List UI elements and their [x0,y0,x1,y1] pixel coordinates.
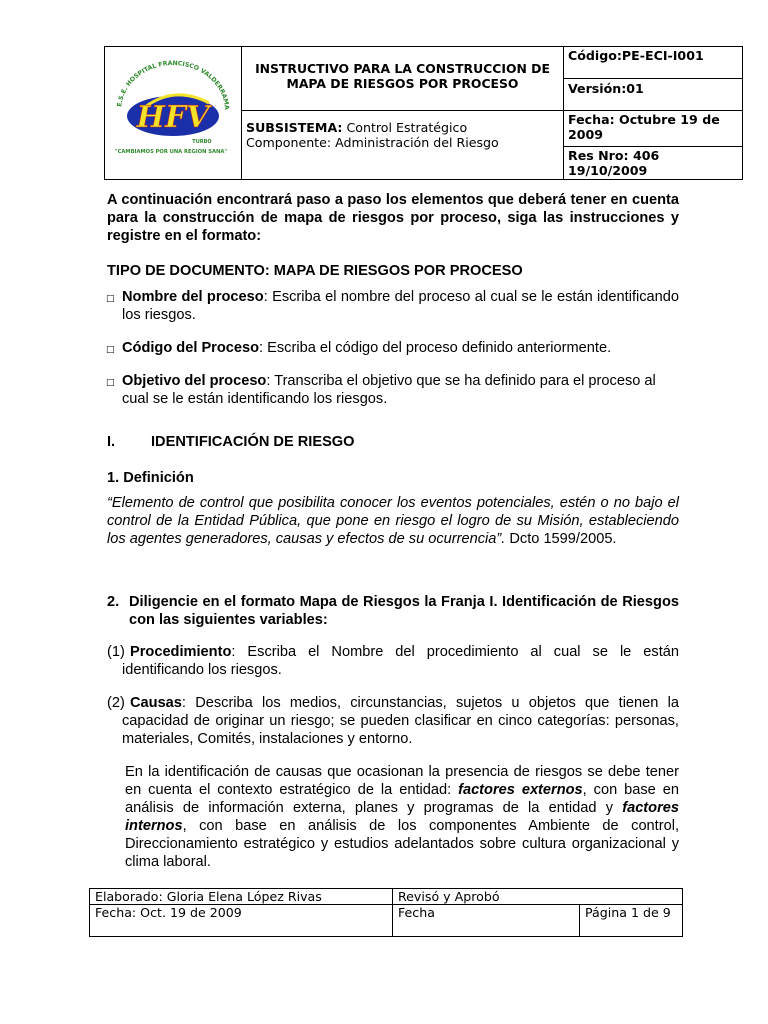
footer-date-label: Fecha [393,905,580,937]
document-title: INSTRUCTIVO PARA LA CONSTRUCCION DE MAPA DE RIESGOS POR PROCESO [255,61,550,91]
logo-town: TURBO [192,139,212,145]
item-number: (2) [107,695,125,711]
bullet-icon: □ [106,345,115,355]
section-title: IDENTIFICACIÓN DE RIESGO [151,434,355,450]
bullet-term: Código del Proceso [122,340,260,356]
item-number: (1) [107,644,125,660]
item-term: Causas [130,695,182,711]
logo-arc-text: E.S.E. HOSPITAL FRANCISCO VALDERRAMA [116,59,231,111]
title-cell [242,47,564,111]
emphasis-internal-factors: factores internos [125,800,679,834]
bullet-icon: □ [106,294,115,304]
step-2-text: Diligencie en el formato Mapa de Riesgos la Franja I. Identificación de Riesgos con las siguientes variables: [129,594,679,628]
subsystem-label: SUBSISTEMA: [246,120,343,135]
section-number: I. [107,434,116,450]
definition-quote: “Elemento de control que posibilita conocer los eventos potenciales, estén o no bajo el control de la Entidad Pública, que pone en riesgo el logro de su Misión, estableciendo los agentes generadores, causas y efectos de su ocurrencia”. [107,495,679,547]
intro-paragraph: A continuación encontrará paso a paso los elementos que deberá tener en cuenta para la construcción de mapa de riesgos por proceso, siga las instrucciones y registre en el formato: [107,192,679,244]
step-number: 2. [107,594,120,610]
causes-paragraph: En la identificación de causas que ocasionan la presencia de riesgos se debe tener en cuenta el contexto estratégico de la entidad: factores externos, con base en análisis de información externa, planes y programas de la entidad y factores internos, con base en análisis de los componentes Ambiente de control, Direccionamiento estratégico y estudios adelantados sobre cultura organizacional y clima laboral. [125,764,679,870]
document-type-heading: TIPO DE DOCUMENTO: MAPA DE RIESGOS POR PROCESO [107,263,523,279]
bullet-icon: □ [106,378,115,388]
document-resolution: Res Nro: 406 19/10/2009 [564,147,743,180]
footer-page-number: Página 1 de 9 [580,905,683,937]
bullet-item-process-name: Nombre del proceso: Escriba el nombre del proceso al cual se le están identificando los riesgos. [122,289,680,323]
document-version: Versión:01 [564,79,743,111]
bullet-item-process-objective: Objetivo del proceso: Transcriba el objetivo que se ha definido para el proceso al cual se le están identificando los riesgos. [122,373,656,407]
subsystem-cell [242,111,564,180]
bullet-term: Objetivo del proceso [122,373,267,389]
definition-source: Dcto 1599/2005. [505,531,617,547]
component-text: Componente: Administración del Riesgo [246,135,499,150]
bullet-item-process-code: Código del Proceso: Escriba el código del proceso definido anteriormente. [122,340,612,356]
logo-slogan: "CAMBIAMOS POR UNA REGION SANA" [114,149,228,155]
footer-prepared-by: Elaborado: Gloria Elena López Rivas [90,889,393,905]
emphasis-external-factors: factores externos [458,782,583,798]
hospital-logo [105,47,240,175]
logo-initials: HFV [136,100,210,135]
bullet-term: Nombre del proceso [122,289,264,305]
footer-date: Fecha: Oct. 19 de 2009 [90,905,393,937]
definition-paragraph [107,494,679,548]
document-date: Fecha: Octubre 19 de 2009 [564,111,743,147]
document-footer [89,888,683,937]
definition-heading: 1. Definición [107,470,194,486]
logo-cell [105,47,242,180]
subsystem-value: Control Estratégico [346,120,468,135]
footer-reviewed: Revisó y Aprobó [393,889,683,905]
document-code: Código:PE-ECI-I001 [564,47,743,79]
item-procedure: Procedimiento: Escriba el Nombre del procedimiento al cual se le están identificando los riesgos. [122,644,679,678]
document-header [104,46,743,180]
item-term: Procedimiento [130,644,232,660]
item-causes: Causas: Describa los medios, circunstancias, sujetos u objetos que tienen la capacidad de originar un riesgo; se pueden clasificar en cinco categorías: personas, materiales, Comités, instalaciones y entorno. [122,695,679,747]
